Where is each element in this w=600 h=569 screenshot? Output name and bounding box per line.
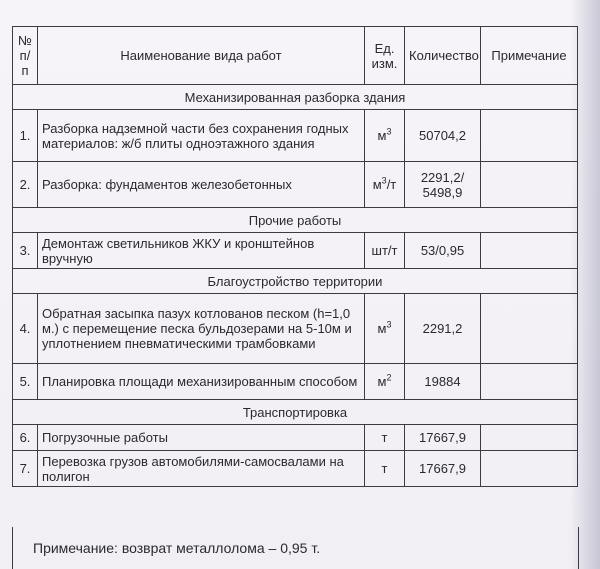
- quantity-cell: 17667,9: [405, 451, 481, 487]
- quantity-cell: 19884: [405, 364, 481, 400]
- row-number: 2.: [13, 162, 38, 208]
- unit-tail: /т: [386, 177, 397, 192]
- unit-cell: [365, 364, 405, 400]
- header-unit: Ед. изм.: [365, 27, 405, 85]
- unit-cell: [365, 294, 405, 364]
- note-cell: [481, 110, 578, 162]
- unit-cell: [365, 162, 405, 208]
- table-row: [13, 451, 578, 487]
- work-name: Перевозка грузов автомобилями-самосвалами на полигон: [38, 451, 365, 487]
- unit-base: т: [381, 461, 388, 476]
- quantity-cell: 17667,9: [405, 425, 481, 451]
- row-number: 1.: [13, 110, 38, 162]
- section-row: [13, 208, 578, 233]
- unit-exponent: 3: [386, 126, 392, 137]
- section-title: Благоустройство территории: [13, 269, 578, 294]
- unit-cell: [365, 451, 405, 487]
- section-row: [13, 400, 578, 425]
- unit-base: м: [372, 177, 382, 192]
- table-row: [13, 233, 578, 269]
- row-number: 4.: [13, 294, 38, 364]
- note-cell: [481, 162, 578, 208]
- unit-cell: [365, 233, 405, 269]
- unit-base: т: [381, 430, 388, 445]
- table-header-row: [13, 27, 578, 85]
- unit-base: м: [377, 128, 387, 143]
- table-row: [13, 294, 578, 364]
- unit-exponent: 3: [381, 175, 387, 186]
- note-cell: [481, 364, 578, 400]
- section-row: [13, 269, 578, 294]
- quantity-cell: 2291,2/ 5498,9: [405, 162, 481, 208]
- note-cell: [481, 233, 578, 269]
- footnote-text: Примечание: возврат металлолома – 0,95 т.: [33, 540, 321, 556]
- row-number: 3.: [13, 233, 38, 269]
- footnote-area: [12, 527, 579, 569]
- quantity-cell: 53/0,95: [405, 233, 481, 269]
- row-number: 7.: [13, 451, 38, 487]
- quantity-cell: 50704,2: [405, 110, 481, 162]
- table-row: [13, 425, 578, 451]
- header-name: Наименование вида работ: [38, 27, 365, 85]
- work-name: Планировка площади механизированным способом: [38, 364, 365, 400]
- unit-base: шт/т: [371, 243, 398, 258]
- header-qty: Количество: [405, 27, 481, 85]
- section-title: Транспортировка: [13, 400, 578, 425]
- unit-base: м: [377, 321, 387, 336]
- works-table: [12, 26, 578, 487]
- unit-exponent: 3: [386, 319, 392, 330]
- unit-cell: [365, 425, 405, 451]
- unit-cell: [365, 110, 405, 162]
- header-num: № п/п: [13, 27, 38, 85]
- work-name: Разборка: фундаментов железобетонных: [38, 162, 365, 208]
- table-row: [13, 364, 578, 400]
- table-row: [13, 110, 578, 162]
- quantity-cell: 2291,2: [405, 294, 481, 364]
- section-title: Прочие работы: [13, 208, 578, 233]
- header-note: Примечание: [481, 27, 578, 85]
- row-number: 6.: [13, 425, 38, 451]
- work-name: Разборка надземной части без сохранения годных материалов: ж/б плиты одноэтажного здания: [38, 110, 365, 162]
- work-name: Обратная засыпка пазух котлованов песком (h=1,0 м.) с перемещение песка бульдозерами на 5-10м и уплотнением пневматическими трамбовками: [38, 294, 365, 364]
- row-number: 5.: [13, 364, 38, 400]
- note-cell: [481, 425, 578, 451]
- work-name: Погрузочные работы: [38, 425, 365, 451]
- section-row: [13, 85, 578, 110]
- work-name: Демонтаж светильников ЖКУ и кронштейнов вручную: [38, 233, 365, 269]
- note-cell: [481, 294, 578, 364]
- note-cell: [481, 451, 578, 487]
- section-title: Механизированная разборка здания: [13, 85, 578, 110]
- unit-base: м: [377, 374, 387, 389]
- table-row: [13, 162, 578, 208]
- unit-exponent: 2: [386, 372, 392, 383]
